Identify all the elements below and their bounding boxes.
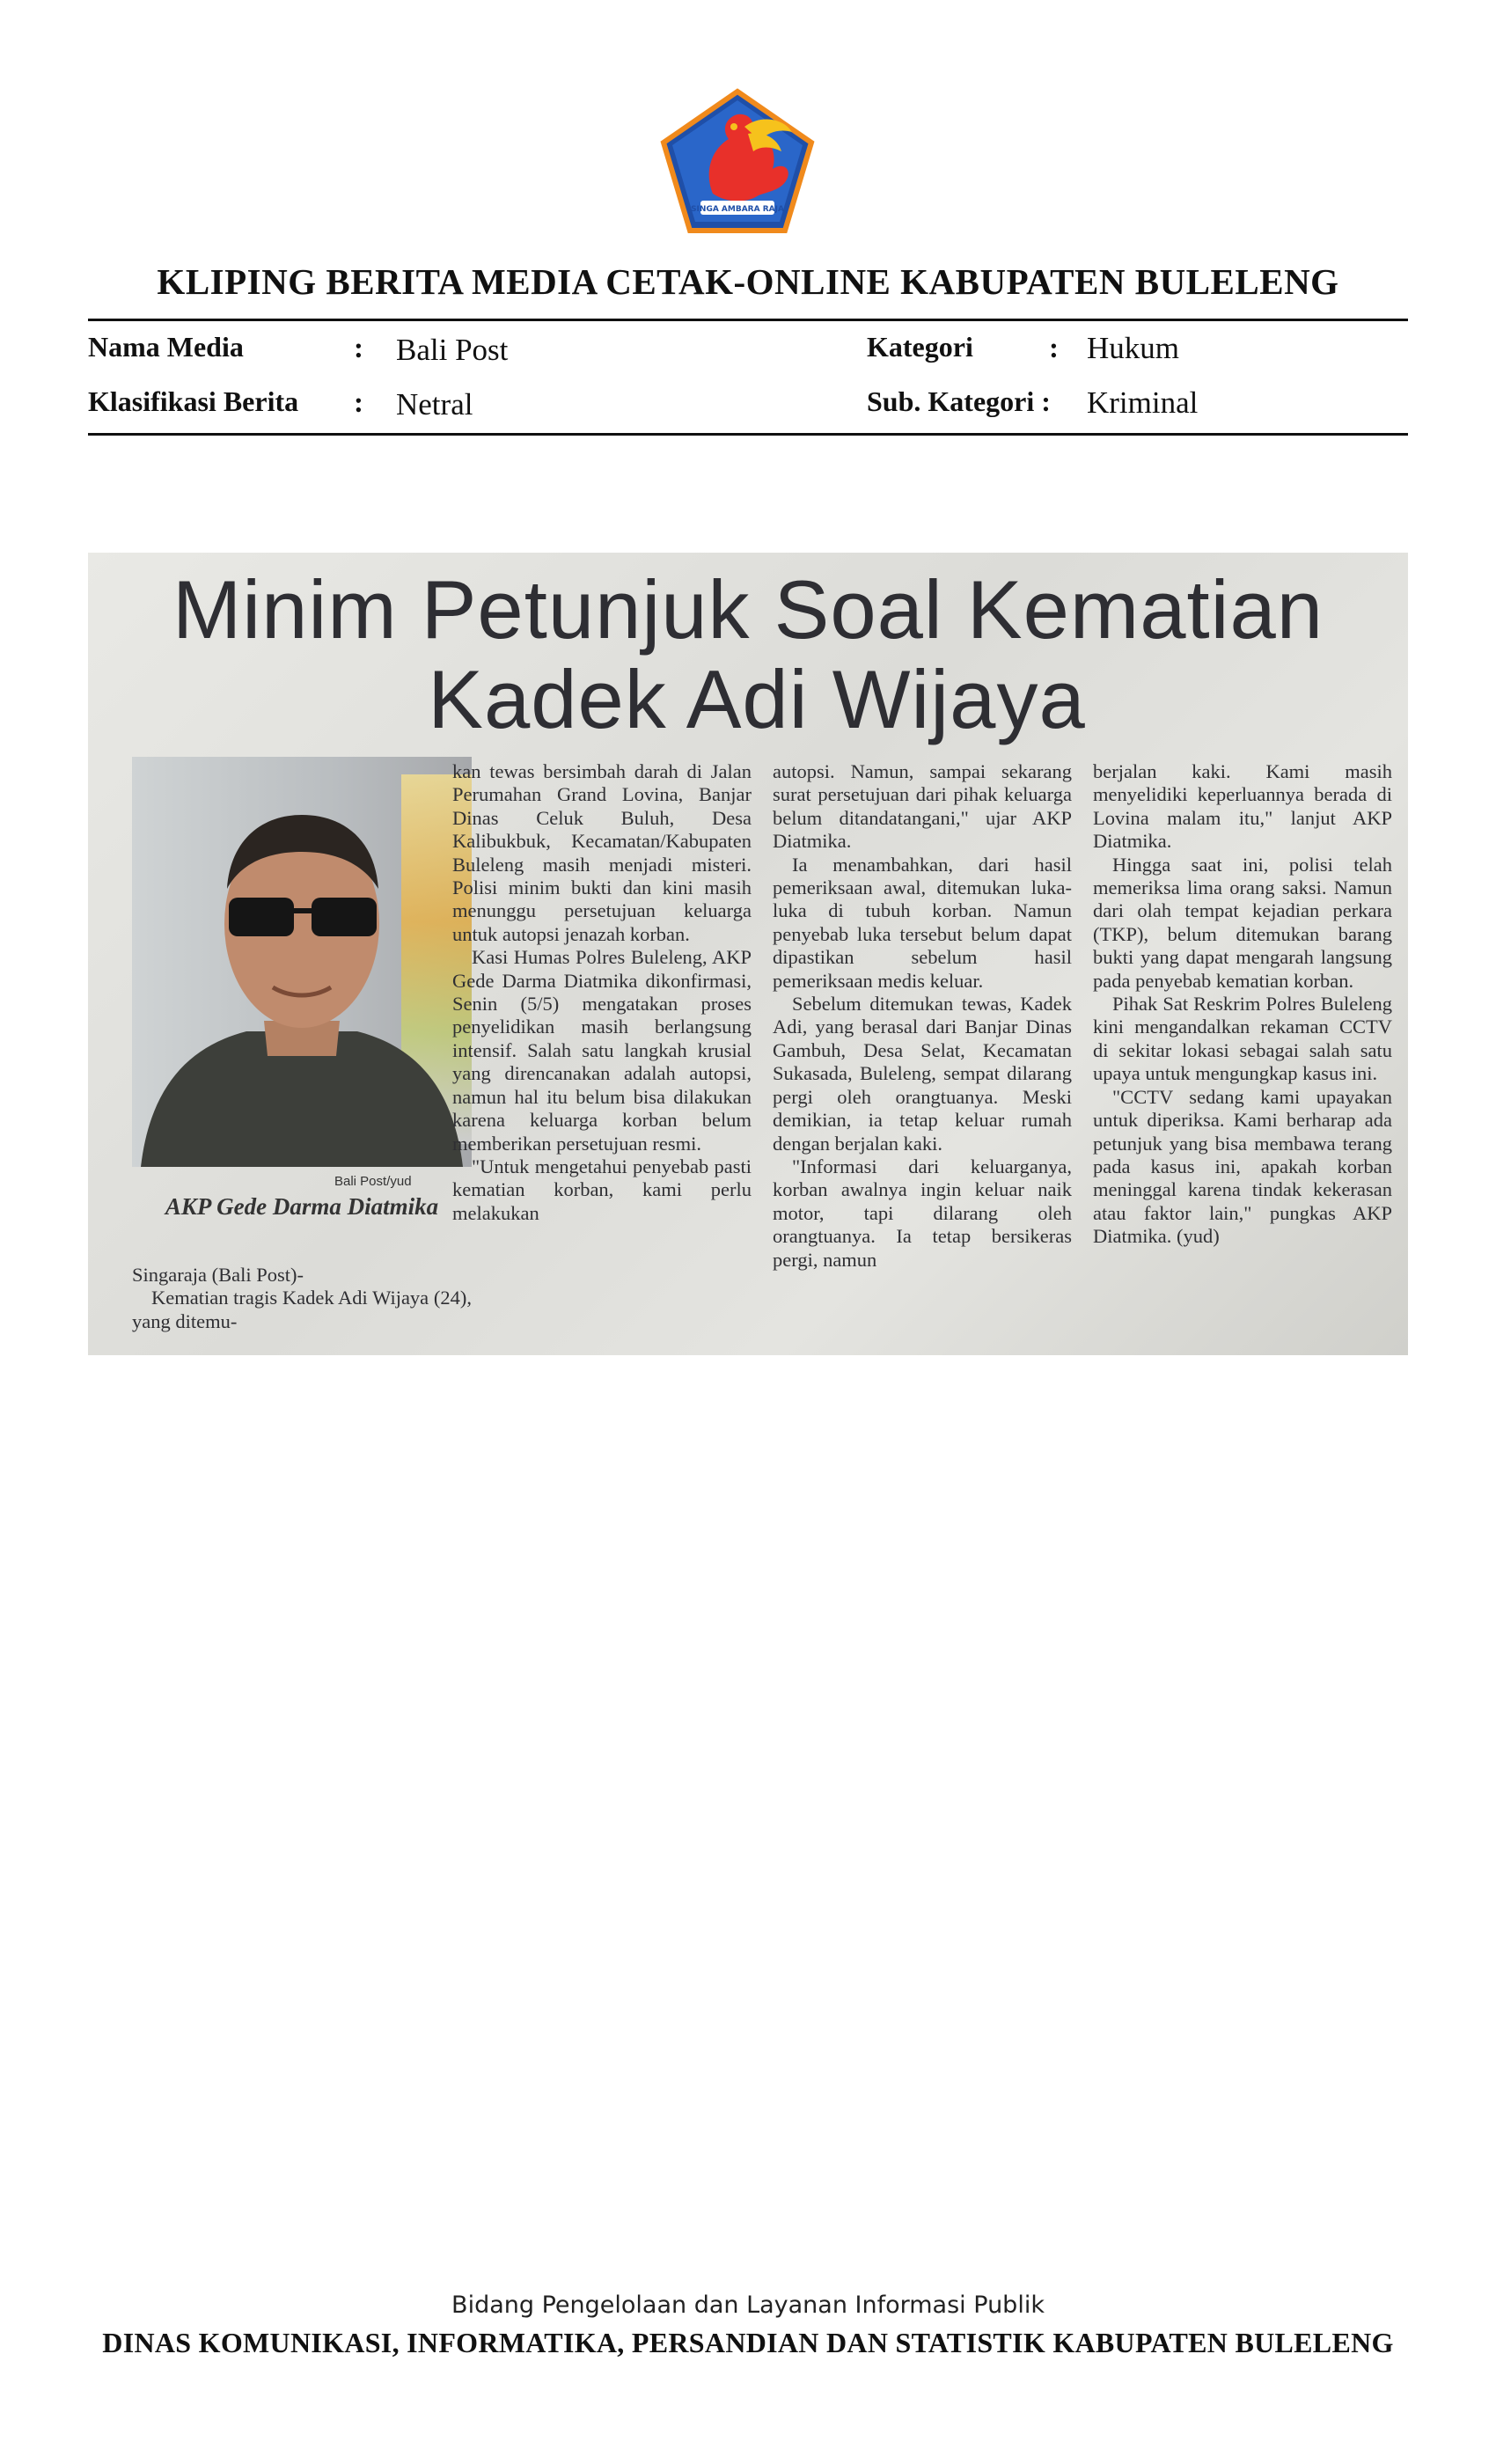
article-headline bbox=[88, 565, 1408, 744]
bottom-divider bbox=[88, 433, 1408, 436]
footer-division: Bidang Pengelolaan dan Layanan Informasi Publik bbox=[451, 2292, 1045, 2319]
article-paragraph: Hingga saat ini, polisi telah memeriksa lima orang saksi. Namun dari olah tempat kejadian perkara (TKP), belum ditemukan barang bukti yang dapat mengarah langsung pada penyebab kematian korban. bbox=[1093, 853, 1392, 992]
top-divider bbox=[88, 319, 1408, 321]
buleleng-regency-logo bbox=[660, 88, 815, 234]
kategori-label: Kategori bbox=[867, 331, 973, 363]
dateline: Singaraja (Bali Post)- bbox=[132, 1264, 304, 1286]
kategori-colon: : bbox=[1049, 333, 1059, 364]
article-paragraph: "Untuk mengetahui penyebab pasti kematian korban, kami perlu melakukan bbox=[452, 1155, 752, 1224]
headline-line-1: Minim Petunjuk Soal Kematian bbox=[172, 563, 1324, 656]
article-column-3 bbox=[773, 760, 1072, 1272]
article-paragraph: berjalan kaki. Kami masih menyelidiki keperluannya berada di Lovina malam itu," lanjut AKP Diatmika. bbox=[1093, 760, 1392, 853]
klasifikasi-label: Klasifikasi Berita bbox=[88, 385, 299, 417]
article-paragraph: Sebelum ditemukan tewas, Kadek Adi, yang berasal dari Banjar Dinas Gambuh, Desa Selat, Kecamatan Sukasada, Buleleng, sempat dilarang pergi oleh orangtuanya. Meski demikian, ia tetap keluar rumah dengan berjalan kaki. bbox=[773, 993, 1072, 1155]
article-paragraph: autopsi. Namun, sampai sekarang surat persetujuan dari pihak keluarga belum ditandatangani," ujar AKP Diatmika. bbox=[773, 760, 1072, 853]
article-paragraph: "CCTV sedang kami upayakan untuk diperiksa. Kami berharap ada petunjuk yang bisa membawa terang pada kasus ini, apakah korban meninggal karena tindak kekerasan atau faktor lain," pungkas AKP Diatmika. (yud) bbox=[1093, 1085, 1392, 1248]
footer-agency: DINAS KOMUNIKASI, INFORMATIKA, PERSANDIAN DAN STATISTIK KABUPATEN BULELENG bbox=[102, 2327, 1394, 2358]
nama-media-colon: : bbox=[354, 333, 363, 364]
headline-line-2: Kadek Adi Wijaya bbox=[428, 653, 1086, 745]
sub-kategori-value: Kriminal bbox=[1087, 385, 1199, 420]
photo-caption: AKP Gede Darma Diatmika bbox=[165, 1193, 439, 1220]
kategori-value: Hukum bbox=[1087, 331, 1179, 365]
logo-motto: SINGA AMBARA RAJA bbox=[691, 205, 784, 214]
klasifikasi-colon: : bbox=[354, 387, 363, 419]
article-photo bbox=[132, 757, 472, 1167]
nama-media-label: Nama Media bbox=[88, 331, 244, 363]
photo-credit: Bali Post/yud bbox=[334, 1174, 412, 1189]
article-paragraph: Ia menambahkan, dari hasil pemeriksaan awal, ditemukan luka-luka di tubuh korban. Namun penyebab luka tersebut belum dapat dipastikan sebelum hasil pemeriksaan medis keluar. bbox=[773, 853, 1072, 992]
article-column-4 bbox=[1093, 760, 1392, 1249]
person-portrait-icon bbox=[132, 757, 472, 1167]
article-paragraph: "Informasi dari keluarganya, korban awalnya ingin keluar naik motor, tapi dilarang oleh orangtuanya. Ia tetap bersikeras pergi, namun bbox=[773, 1155, 1072, 1271]
klasifikasi-value: Netral bbox=[396, 387, 473, 422]
article-paragraph: kan tewas bersimbah darah di Jalan Perumahan Grand Lovina, Banjar Dinas Celuk Buluh, Desa Kalibukbuk, Kecamatan/Kabupaten Buleleng masih menjadi misteri. Polisi minim bukti dan kini masih menunggu persetujuan keluarga untuk autopsi jenazah korban. bbox=[452, 760, 752, 945]
article-paragraph: Kasi Humas Polres Buleleng, AKP Gede Darma Diatmika dikonfirmasi, Senin (5/5) mengatakan proses penyelidikan masih berlangsung intensif. Salah satu langkah krusial yang direncanakan adalah autopsi, namun hal itu belum bisa dilakukan karena keluarga korban belum memberikan persetujuan resmi. bbox=[452, 946, 752, 1155]
article-paragraph: Pihak Sat Reskrim Polres Buleleng kini mengandalkan rekaman CCTV di sekitar lokasi sebagai salah satu upaya untuk mengungkap kasus ini. bbox=[1093, 993, 1392, 1085]
article-column-1 bbox=[132, 1264, 472, 1333]
article-paragraph: Kematian tragis Kadek Adi Wijaya (24), yang ditemu- bbox=[132, 1287, 472, 1332]
article-column-2 bbox=[452, 760, 752, 1225]
page-title: KLIPING BERITA MEDIA CETAK-ONLINE KABUPATEN BULELENG bbox=[157, 261, 1339, 302]
newspaper-clipping bbox=[88, 553, 1408, 1355]
sub-kategori-label: Sub. Kategori : bbox=[867, 385, 1051, 417]
nama-media-value: Bali Post bbox=[396, 333, 509, 367]
